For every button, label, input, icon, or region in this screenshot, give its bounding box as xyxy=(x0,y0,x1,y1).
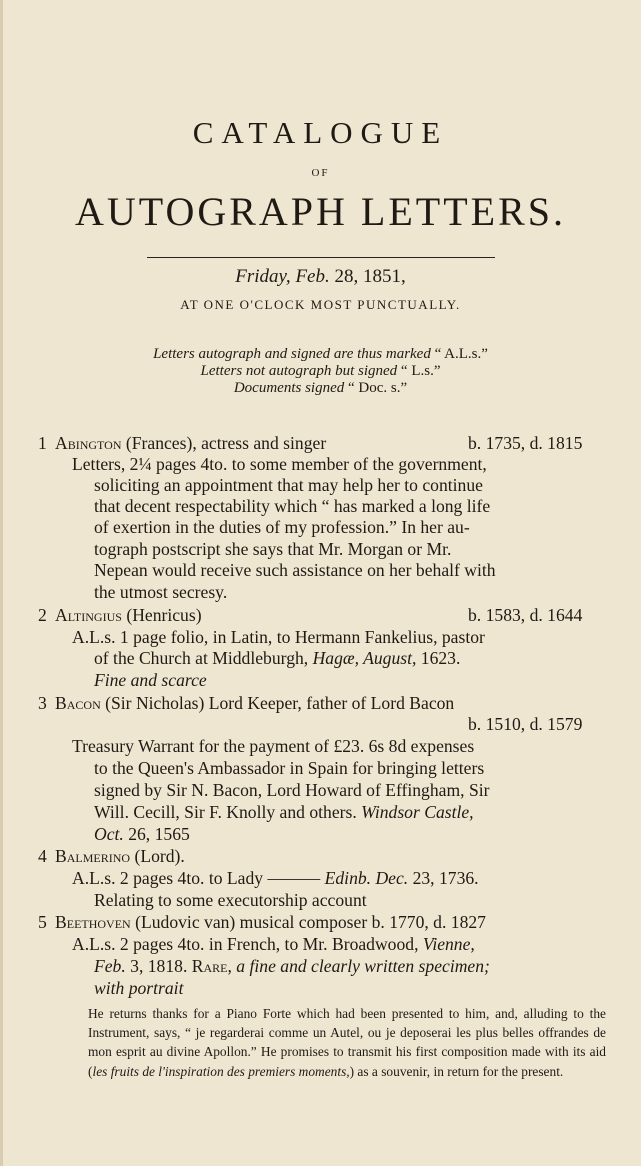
divider-rule xyxy=(147,257,495,258)
entry-line: of the Church at Middleburgh, Hagæ, August, 1623. xyxy=(94,648,461,668)
entry-line: of exertion in the duties of my profession.” In her au- xyxy=(94,517,470,537)
entry-dates: b. 1735, d. 1815 xyxy=(468,433,583,453)
title-autograph-letters: AUTOGRAPH LETTERS. xyxy=(74,189,567,234)
entry-note: He returns thanks for a Piano Forte which had been presented to him, and, alluding to the Instrument, says, “ je regarderai comme un Autel, ou je deposerai les plus belles offrandes de mon esprit au divine Apollon.” He promises to transmit his first composition made with its aid (les fruits de l'inspiration des premiers moments,) as a souvenir, in return for the present. xyxy=(88,1006,606,1079)
entry-line: A.L.s. 1 page folio, in Latin, to Hermann Fankelius, pastor xyxy=(72,627,485,647)
sale-date xyxy=(0,266,641,288)
entry-line: to the Queen's Ambassador in Spain for bringing letters xyxy=(94,758,485,778)
lot-number: 3 xyxy=(38,693,47,713)
entry-line: A.L.s. 2 pages 4to. in French, to Mr. Broadwood, Vienne, xyxy=(72,934,475,954)
entry-name: Beethoven xyxy=(55,912,131,932)
legend-line: Letters not autograph but signed “ L.s.” xyxy=(200,363,441,379)
entry-heading: Beethoven (Ludovic van) musical composer b. 1770, d. 1827 xyxy=(55,912,486,932)
entry-dates: b. 1583, d. 1644 xyxy=(468,605,583,625)
sale-month: Feb. xyxy=(295,266,330,287)
lot-number: 5 xyxy=(38,912,47,932)
entry-name: Altingius xyxy=(55,605,122,625)
entry-heading: Balmerino (Lord). xyxy=(55,846,185,866)
entry-name: Bacon xyxy=(55,693,101,713)
entry-line: Relating to some executorship account xyxy=(94,890,367,910)
lot-number: 4 xyxy=(38,846,47,866)
entry-heading: Altingius (Henricus) xyxy=(55,605,202,625)
entry-remark: with portrait xyxy=(94,978,184,998)
entry-line: Treasury Warrant for the payment of £23. 6s 8d expenses xyxy=(72,736,475,756)
sale-date-rest: 28, 1851, xyxy=(334,266,406,287)
title-catalogue: CATALOGUE xyxy=(192,115,449,150)
entry-heading: Bacon (Sir Nicholas) Lord Keeper, father of Lord Bacon xyxy=(55,693,455,713)
entry-line: that decent respectability which “ has marked a long life xyxy=(94,496,491,516)
entry-name: Abington xyxy=(55,433,122,453)
entry-line: Nepean would receive such assistance on her behalf with xyxy=(94,560,496,580)
entry-remark: Fine and scarce xyxy=(94,670,207,690)
lot-number: 1 xyxy=(38,433,47,453)
legend-line: Letters autograph and signed are thus marked “ A.L.s.” xyxy=(153,346,488,362)
entry-line: the utmost secresy. xyxy=(94,582,228,602)
title-of: OF xyxy=(311,167,330,179)
sale-time: AT ONE O'CLOCK MOST PUNCTUALLY. xyxy=(180,297,461,312)
entry-line: Letters, 2¼ pages 4to. to some member of the government, xyxy=(72,454,487,474)
entry-line: Will. Cecill, Sir F. Knolly and others. Windsor Castle, xyxy=(94,802,474,822)
entry-line: tograph postscript she says that Mr. Morgan or Mr. xyxy=(94,539,452,559)
entry-line: A.L.s. 2 pages 4to. to Lady ——— Edinb. Dec. 23, 1736. xyxy=(72,868,479,888)
entry-name: Balmerino xyxy=(55,846,131,866)
entry-line: Feb. 3, 1818. Rare, a fine and clearly written specimen; xyxy=(94,956,490,976)
entry-heading: Abington (Frances), actress and singer xyxy=(55,433,327,453)
entry-line: signed by Sir N. Bacon, Lord Howard of Effingham, Sir xyxy=(94,780,490,800)
lot-number: 2 xyxy=(38,605,47,625)
entry-line: Oct. 26, 1565 xyxy=(94,824,190,844)
entry-dates: b. 1510, d. 1579 xyxy=(468,714,583,734)
legend-line: Documents signed “ Doc. s.” xyxy=(233,380,408,396)
sale-day: Friday, xyxy=(235,266,291,287)
entry-line: soliciting an appointment that may help her to continue xyxy=(94,475,483,495)
